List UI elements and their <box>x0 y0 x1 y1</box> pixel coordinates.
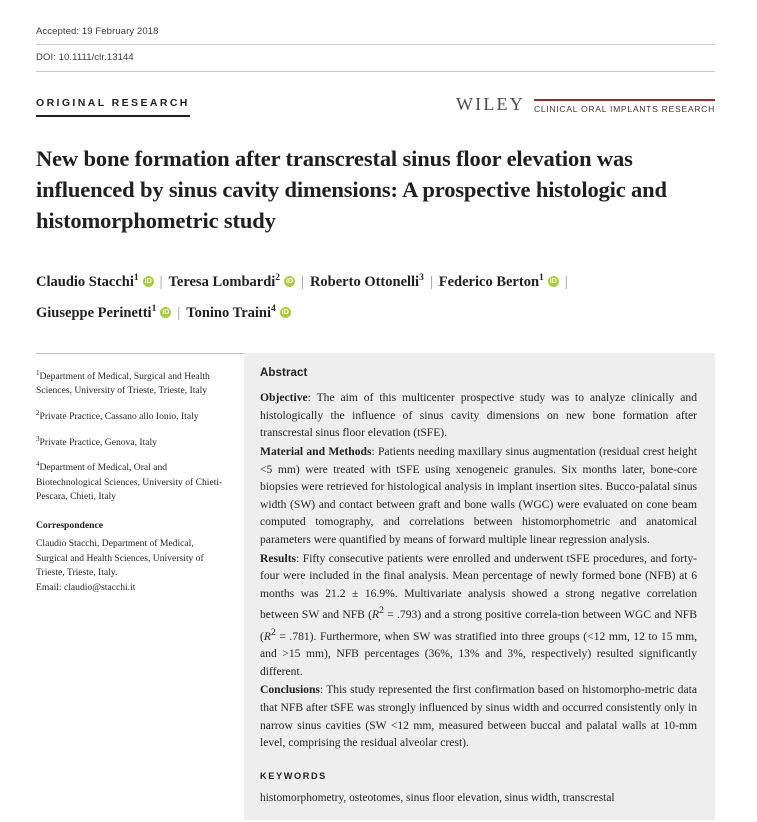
page-title: New bone formation after transcrestal sinus floor elevation was influenced by sinus cavity dimensions: A prospective histologic and histomorphometric study <box>36 146 667 233</box>
author-separator: | <box>429 273 433 290</box>
orcid-icon[interactable] <box>160 307 171 318</box>
keywords-list: histomorphometry, osteotomes, sinus floor elevation, sinus width, transcrestal <box>260 792 615 805</box>
correspondence-line: Trieste, Trieste, Italy. <box>36 567 118 579</box>
affiliations-column <box>36 353 244 821</box>
abstract-r-symbol: R <box>372 608 380 622</box>
author-affiliation-marker: 3 <box>419 273 424 283</box>
author-separator: | <box>301 273 304 290</box>
author-affiliation-marker: 1 <box>133 273 139 283</box>
abstract-objective <box>260 389 697 442</box>
abstract-results-label: Results <box>260 551 297 565</box>
author-affiliation-marker: 4 <box>271 303 276 314</box>
article-type-row <box>36 87 715 117</box>
abstract-panel <box>244 353 715 821</box>
orcid-icon[interactable] <box>280 307 291 318</box>
affiliation-marker: 3 <box>36 434 40 443</box>
author-affiliation-marker: 2 <box>275 273 281 283</box>
doi-line[interactable]: DOI: 10.1111/clr.13144 <box>36 52 134 63</box>
abstract-conclusions <box>260 681 697 751</box>
abstract-conclusions-text: : This study represented the first confirmation based on histomorpho-metric data that NFB after tSFE was strongly influenced by sinus width and occurred consistently only in narrow sinus cavities (SW <12 mm, measured between buccal and palatal walls at 10-mm level, comprising the residual alveolar crest). <box>260 683 697 750</box>
abstract-methods-label: Material and Methods <box>260 445 372 459</box>
author-name: Federico Berton <box>438 273 540 290</box>
affiliation-item <box>36 366 228 399</box>
correspondence-line: Surgical and Health Sciences, University of <box>36 552 204 564</box>
article-type-label: ORIGINAL RESEARCH <box>36 97 190 117</box>
affiliation-item <box>36 406 228 425</box>
affiliation-item <box>36 432 228 451</box>
affiliation-text: Department of Medical, Oral and Biotechnological Sciences, University of Chieti-Pescara, Chieti, Italy <box>36 462 223 503</box>
author-entry[interactable] <box>36 274 154 290</box>
author-name: Tonino Traini <box>186 304 272 321</box>
author-entry[interactable] <box>310 274 424 290</box>
affiliation-text: Private Practice, Genova, Italy <box>39 436 157 448</box>
author-name: Giuseppe Perinetti <box>36 304 152 321</box>
abstract-r-symbol: R <box>263 629 271 643</box>
author-entry[interactable] <box>169 274 296 290</box>
abstract-heading: Abstract <box>260 366 308 379</box>
author-name: Claudio Stacchi <box>36 273 134 290</box>
correspondence-body <box>36 537 228 595</box>
abstract-objective-label: Objective <box>260 391 308 405</box>
abstract-methods <box>260 443 697 549</box>
author-entry[interactable] <box>36 305 171 321</box>
affiliation-text: Private Practice, Cassano allo Ionio, Italy <box>39 411 199 423</box>
correspondence-heading: Correspondence <box>36 519 103 531</box>
author-name: Roberto Ottonelli <box>309 273 420 290</box>
orcid-icon[interactable] <box>143 276 154 287</box>
correspondence-line: Claudio Stacchi, Department of Medical, <box>36 538 194 550</box>
orcid-icon[interactable] <box>284 276 295 287</box>
author-affiliation-marker: 1 <box>151 303 157 314</box>
keywords-heading: KEYWORDS <box>260 770 327 781</box>
affiliation-text: Department of Medical, Surgical and Health Sciences, University of Trieste, Trieste, Italy <box>36 370 210 397</box>
affiliation-marker: 1 <box>36 368 40 377</box>
abstract-objective-text: : The aim of this multicenter prospective study was to analyze clinically and histologically the influence of sinus cavity dimensions on new bone formation after transcrestal sinus floor elevation (tSFE). <box>260 391 697 440</box>
body-columns <box>36 353 715 821</box>
author-separator: | <box>159 273 163 290</box>
abstract-conclusions-label: Conclusions <box>260 683 320 697</box>
abstract-results-text-a: : Fifty consecutive patients were enrolled and underwent tSFE procedures, and forty-four were included in the final analysis. Mean percentage of newly formed bone (NFB) at 6 months was 21.2 ± 16.9%. Multivariate analysis showed a strong negative correlation between SW and NFB ( <box>260 551 697 622</box>
orcid-icon[interactable] <box>548 276 559 287</box>
abstract-r-exponent: 2 <box>379 605 384 617</box>
abstract-methods-text: : Patients needing maxillary sinus augmentation (residual crest height <5 mm) were treated with tSFE using xenogeneic granules. Six months later, bone-core biopsies were retrieved for histological analysis in implant insertion sites. Bucco-palatal sinus width (SW) and contact between graft and bone walls (WGC) were evaluated on cone beam computed tomography, and correlations between histomorphometric and anatomical parameters were quantified by means of forward multiple linear regression analysis. <box>260 445 697 546</box>
abstract-results <box>260 550 697 681</box>
header-divider-2 <box>36 71 715 72</box>
abstract-r-exponent: 2 <box>270 626 276 638</box>
journal-name: CLINICAL ORAL IMPLANTS RESEARCH <box>534 99 715 114</box>
author-entry[interactable] <box>186 305 291 321</box>
abstract-results-text-c: = .781). Furthermore, when SW was stratified into three groups (<12 mm, 12 to 15 mm, and >15 mm), NFB percentages (36%, 13% and 3%, respectively) resulted significantly different. <box>260 629 697 678</box>
abstract-results-text-b: = .793) and a strong positive correla-tion between WGC and NFB ( <box>260 608 697 643</box>
author-separator: | <box>564 273 568 290</box>
author-name: Teresa Lombardi <box>168 273 276 290</box>
accepted-date: Accepted: 19 February 2018 <box>36 26 159 37</box>
author-list <box>36 265 715 327</box>
wiley-logo: WILEY <box>455 94 525 114</box>
affiliation-item <box>36 457 228 505</box>
affiliation-marker: 4 <box>36 460 40 469</box>
author-entry[interactable] <box>439 274 559 290</box>
publisher-brand <box>456 94 715 117</box>
correspondence-email[interactable]: Email: claudio@stacchi.it <box>36 581 136 593</box>
author-separator: | <box>177 304 181 321</box>
affiliation-marker: 2 <box>36 408 40 417</box>
author-affiliation-marker: 1 <box>539 273 544 283</box>
